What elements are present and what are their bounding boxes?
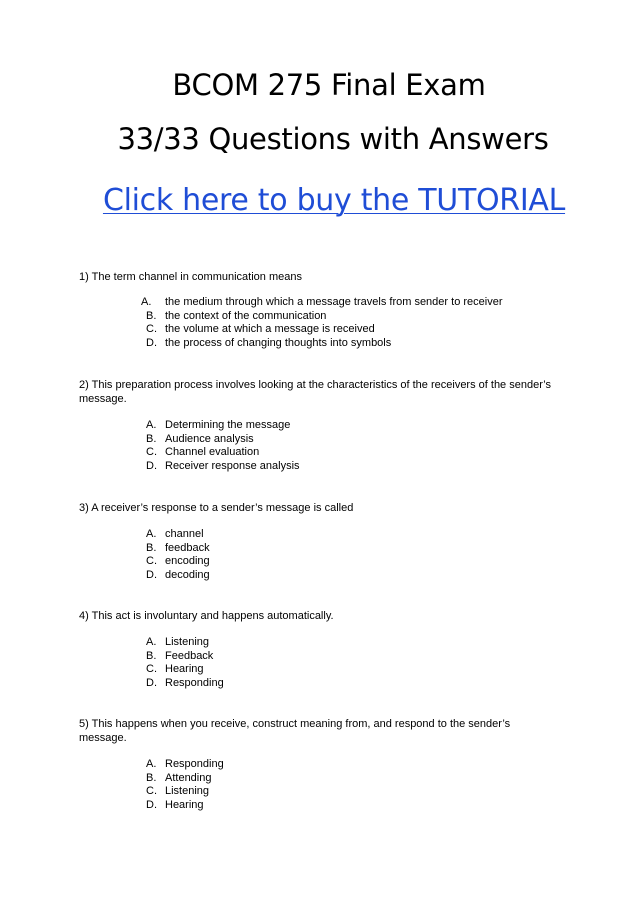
question-5-option-b: B. Attending bbox=[146, 771, 212, 784]
question-3-text: 3) A receiver’s response to a sender’s message is called bbox=[79, 502, 354, 514]
buy-tutorial-link[interactable]: Click here to buy the TUTORIAL bbox=[102, 183, 566, 218]
question-2-option-d: D. Receiver response analysis bbox=[146, 459, 300, 472]
document-title: BCOM 275 Final Exam bbox=[172, 68, 486, 102]
question-5-text: 5) This happens when you receive, construct meaning from, and respond to the sender’s message. bbox=[79, 718, 511, 744]
document-subtitle: 33/33 Questions with Answers bbox=[117, 122, 549, 156]
question-2-option-b: B. Audience analysis bbox=[146, 432, 254, 445]
question-5-option-d: D. Hearing bbox=[146, 798, 204, 811]
question-5-option-c: C. Listening bbox=[146, 785, 210, 797]
question-4-option-d: D. Responding bbox=[146, 676, 224, 689]
question-3-option-c: C. encoding bbox=[146, 555, 210, 567]
question-4-option-c: C. Hearing bbox=[146, 663, 204, 675]
question-1-option-a: A. the medium through which a message travels from sender to receiver bbox=[141, 296, 503, 308]
question-5-options bbox=[146, 758, 224, 812]
question-1-option-b: B. the context of the communication bbox=[146, 309, 327, 322]
question-4-text: 4) This act is involuntary and happens automatically. bbox=[79, 610, 334, 622]
question-1-text: 1) The term channel in communication means bbox=[79, 271, 302, 283]
question-4-option-a: A. Listening bbox=[146, 636, 210, 648]
question-3-option-a: A. channel bbox=[146, 528, 204, 540]
question-2-options bbox=[146, 419, 300, 473]
question-1-options bbox=[141, 296, 503, 350]
question-2-option-c: C. Channel evaluation bbox=[146, 446, 260, 458]
question-3-option-d: D. decoding bbox=[146, 568, 210, 581]
question-1-option-c: C. the volume at which a message is received bbox=[146, 323, 375, 335]
question-3-option-b: B. feedback bbox=[146, 541, 210, 554]
question-4-options bbox=[146, 636, 224, 690]
question-5-option-a: A. Responding bbox=[146, 758, 224, 770]
question-2-text: 2) This preparation process involves looking at the characteristics of the receivers of the sender’s message. bbox=[79, 379, 552, 405]
question-4-option-b: B. Feedback bbox=[146, 649, 214, 662]
question-1-option-d: D. the process of changing thoughts into symbols bbox=[146, 336, 392, 349]
question-3-options bbox=[146, 528, 210, 582]
question-2-option-a: A. Determining the message bbox=[146, 419, 291, 431]
